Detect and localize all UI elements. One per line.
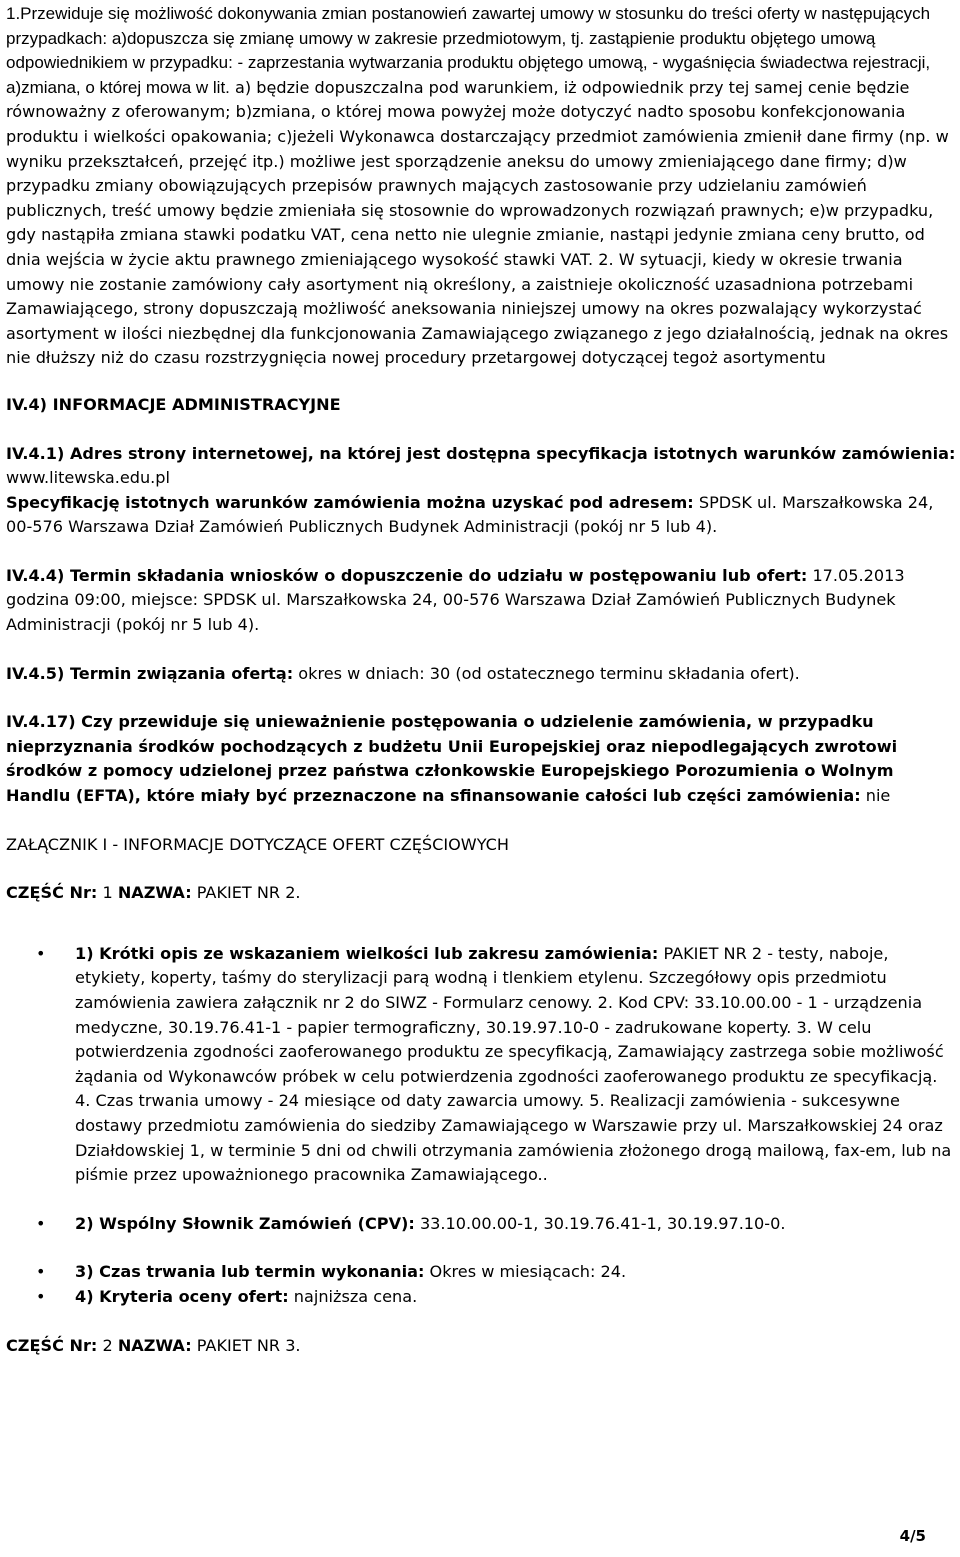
- attachment-title: ZAŁĄCZNIK I - INFORMACJE DOTYCZĄCE OFERT CZĘŚCIOWYCH: [6, 834, 509, 854]
- list-item-value: Okres w miesiącach: 24.: [424, 1262, 627, 1282]
- list-item-label: 1) Krótki opis ze wskazaniem wielkości lub zakresu zamówienia:: [75, 943, 659, 963]
- annulment-paragraph: [6, 710, 956, 808]
- document-page: [6, 2, 956, 1358]
- binding-label: IV.4.5) Termin związania ofertą:: [6, 663, 294, 683]
- part-1-number: 1: [97, 883, 118, 903]
- part-2-number: 2: [97, 1335, 118, 1355]
- part-1-czesc-label: CZĘŚĆ Nr:: [6, 883, 98, 903]
- list-item-value: PAKIET NR 2 - testy, naboje, etykiety, koperty, taśmy do sterylizacji parą wodną i tlenkiem etylenu. Szczegółowy opis przedmiotu zamówienia zawiera załącznik nr 2 do SIWZ - Formularz cenowy. 2. Kod CPV: 33.10.00.00 - 1 - urządzenia medyczne, 30.19.76.41-1 - papier termograficzny, 30.19.97.10-0 - zadrukowane koperty. 3. W celu potwierdzenia zgodności zaoferowanego produktu ze specyfikacją, Zamawiający zastrzega sobie możliwość żądania od Wykonawców próbek w celu potwierdzenia zgodności zaoferowanego produktu ze specyfikacją. 4. Czas trwania umowy - 24 miesiące od daty zawarcia umowy. 5. Realizacji zamówienia - sukcesywne dostawy przedmiotu zamówienia do siedziby Zamawiającego w Warszawie przy ul. Marszałkowskiej 24 oraz Działdowskiej 1, w terminie 5 dni od chwili otrzymania zamówienia złożonego drogą mailową, fax-em, lub na piśmie przez upoważnionego pracownika Zamawiającego..: [75, 943, 952, 1185]
- list-item: [6, 1212, 956, 1237]
- list-item-value: 33.10.00.00-1, 30.19.76.41-1, 30.19.97.10-0.: [414, 1213, 786, 1233]
- part-2-name: PAKIET NR 3.: [191, 1335, 301, 1355]
- bullet-dot: •: [36, 1213, 46, 1233]
- list-item-value: najniższa cena.: [288, 1286, 418, 1306]
- intro-text-b: a) będzie dopuszczalna pod warunkiem, iż odpowiednik przy tej samej cenie będzie równoważny z oferowanym; b)zmiana, o której mowa powyżej może dotyczyć nadto sposobu konfekcjonowania produktu i wielkości opakowania; c)jeżeli Wykonawca dostarczający przedmiot zamówienia zmienił dane firmy (np. w wyniku przekształceń, przejęć itp.) możliwe jest sporządzenie aneksu do umowy zmieniającego dane firmy; d)w przypadku zmiany obowiązujących przepisów prawnych mających zastosowanie przy udzielaniu zamówień publicznych, treść umowy będzie zmieniała się stosownie do wprowadzonych rozwiązań prawnych; e)w przypadku, gdy nastąpiła zmiana stawki podatku VAT, cena netto nie ulegnie zmianie, nastąpi jedynie zmiana ceny brutto, od dnia wejścia w życie aktu prawnego zmieniającego wysokość stawki VAT. 2. W sytuacji, kiedy w okresie trwania umowy nie zostanie zamówiony cały asortyment nią określony, a zaistnieje okoliczność uzasadniona potrzebami Zamawiającego, strony dopuszczają możliwość aneksowania niniejszej umowy na okres pozwalający wykorzystać asortyment w ilości niezbędnej dla funkcjonowania Zamawiającego związanego z jego działalnością, jednak na okres nie dłuższy niż do czasu rozstrzygnięcia nowej procedury przetargowej dotyczącej tegoż asortymentu: [6, 77, 949, 368]
- binding-value: okres w dniach: 30 (od ostatecznego terminu składania ofert).: [293, 663, 800, 683]
- list-item-label: 2) Wspólny Słownik Zamówień (CPV):: [75, 1213, 415, 1233]
- list-item: [6, 1285, 956, 1310]
- list-item-label: 3) Czas trwania lub termin wykonania:: [75, 1262, 425, 1282]
- list-item: [6, 942, 956, 1188]
- part-1-heading: [6, 881, 956, 906]
- siwz-paragraph: [6, 491, 956, 540]
- deadline-value: 17.05.2013 godzina 09:00, miejsce: SPDSK ul. Marszałkowska 24, 00-576 Warszawa Dział Zamówień Publicznych Budynek Administracji (pokój nr 5 lub 4).: [6, 565, 905, 635]
- page-number: 4/5: [899, 1527, 926, 1545]
- annulment-value: nie: [860, 786, 891, 806]
- part-2-czesc-label: CZĘŚĆ Nr:: [6, 1335, 98, 1355]
- bullet-dot: •: [36, 1286, 46, 1306]
- section-title: IV.4) INFORMACJE ADMINISTRACYJNE: [6, 394, 341, 414]
- deadline-paragraph: [6, 564, 956, 638]
- list-item: [6, 1260, 956, 1285]
- intro-paragraph: [6, 2, 956, 371]
- list-item-label: 4) Kryteria oceny ofert:: [75, 1286, 289, 1306]
- part-2-nazwa-label: NAZWA:: [117, 1335, 192, 1355]
- deadline-label: IV.4.4) Termin składania wniosków o dopuszczenie do udziału w postępowaniu lub ofert:: [6, 565, 808, 585]
- intro-text-a: 1.Przewiduje się możliwość dokonywania zmian postanowień zawartej umowy w stosunku do treści oferty w następujących przypadkach: a)dopuszcza się zmianę umowy w zakresie przedmiotowym, tj. zastąpienie produktu objętego umową odpowiednikiem w przypadku: - zaprzestania wytwarzania produktu objętego umową, - wygaśnięcia świadectwa rejestracji, a)zmiana, o której mowa w lit.: [6, 4, 931, 97]
- website-value: www.litewska.edu.pl: [6, 468, 170, 488]
- website-paragraph: [6, 442, 956, 491]
- binding-paragraph: [6, 662, 956, 687]
- siwz-value: SPDSK ul. Marszałkowska 24, 00-576 Warszawa Dział Zamówień Publicznych Budynek Administracji (pokój nr 5 lub 4).: [6, 492, 934, 537]
- part-2-heading: [6, 1334, 956, 1359]
- bullet-dot: •: [36, 943, 46, 963]
- part-1-nazwa-label: NAZWA:: [117, 883, 192, 903]
- website-label: IV.4.1) Adres strony internetowej, na której jest dostępna specyfikacja istotnych warunków zamówienia:: [6, 443, 956, 463]
- annulment-label: IV.4.17) Czy przewiduje się unieważnienie postępowania o udzielenie zamówienia, w przypadku nieprzyznania środków pochodzących z budżetu Unii Europejskiej oraz niepodlegających zwrotowi środków z pomocy udzielonej przez państwa członkowskie Europejskiego Porozumienia o Wolnym Handlu (EFTA), które miały być przeznaczone na sfinansowanie całości lub części zamówienia:: [6, 712, 898, 806]
- siwz-label: Specyfikację istotnych warunków zamówienia można uzyskać pod adresem:: [6, 492, 694, 512]
- part-1-name: PAKIET NR 2.: [191, 883, 301, 903]
- bullet-dot: •: [36, 1262, 46, 1282]
